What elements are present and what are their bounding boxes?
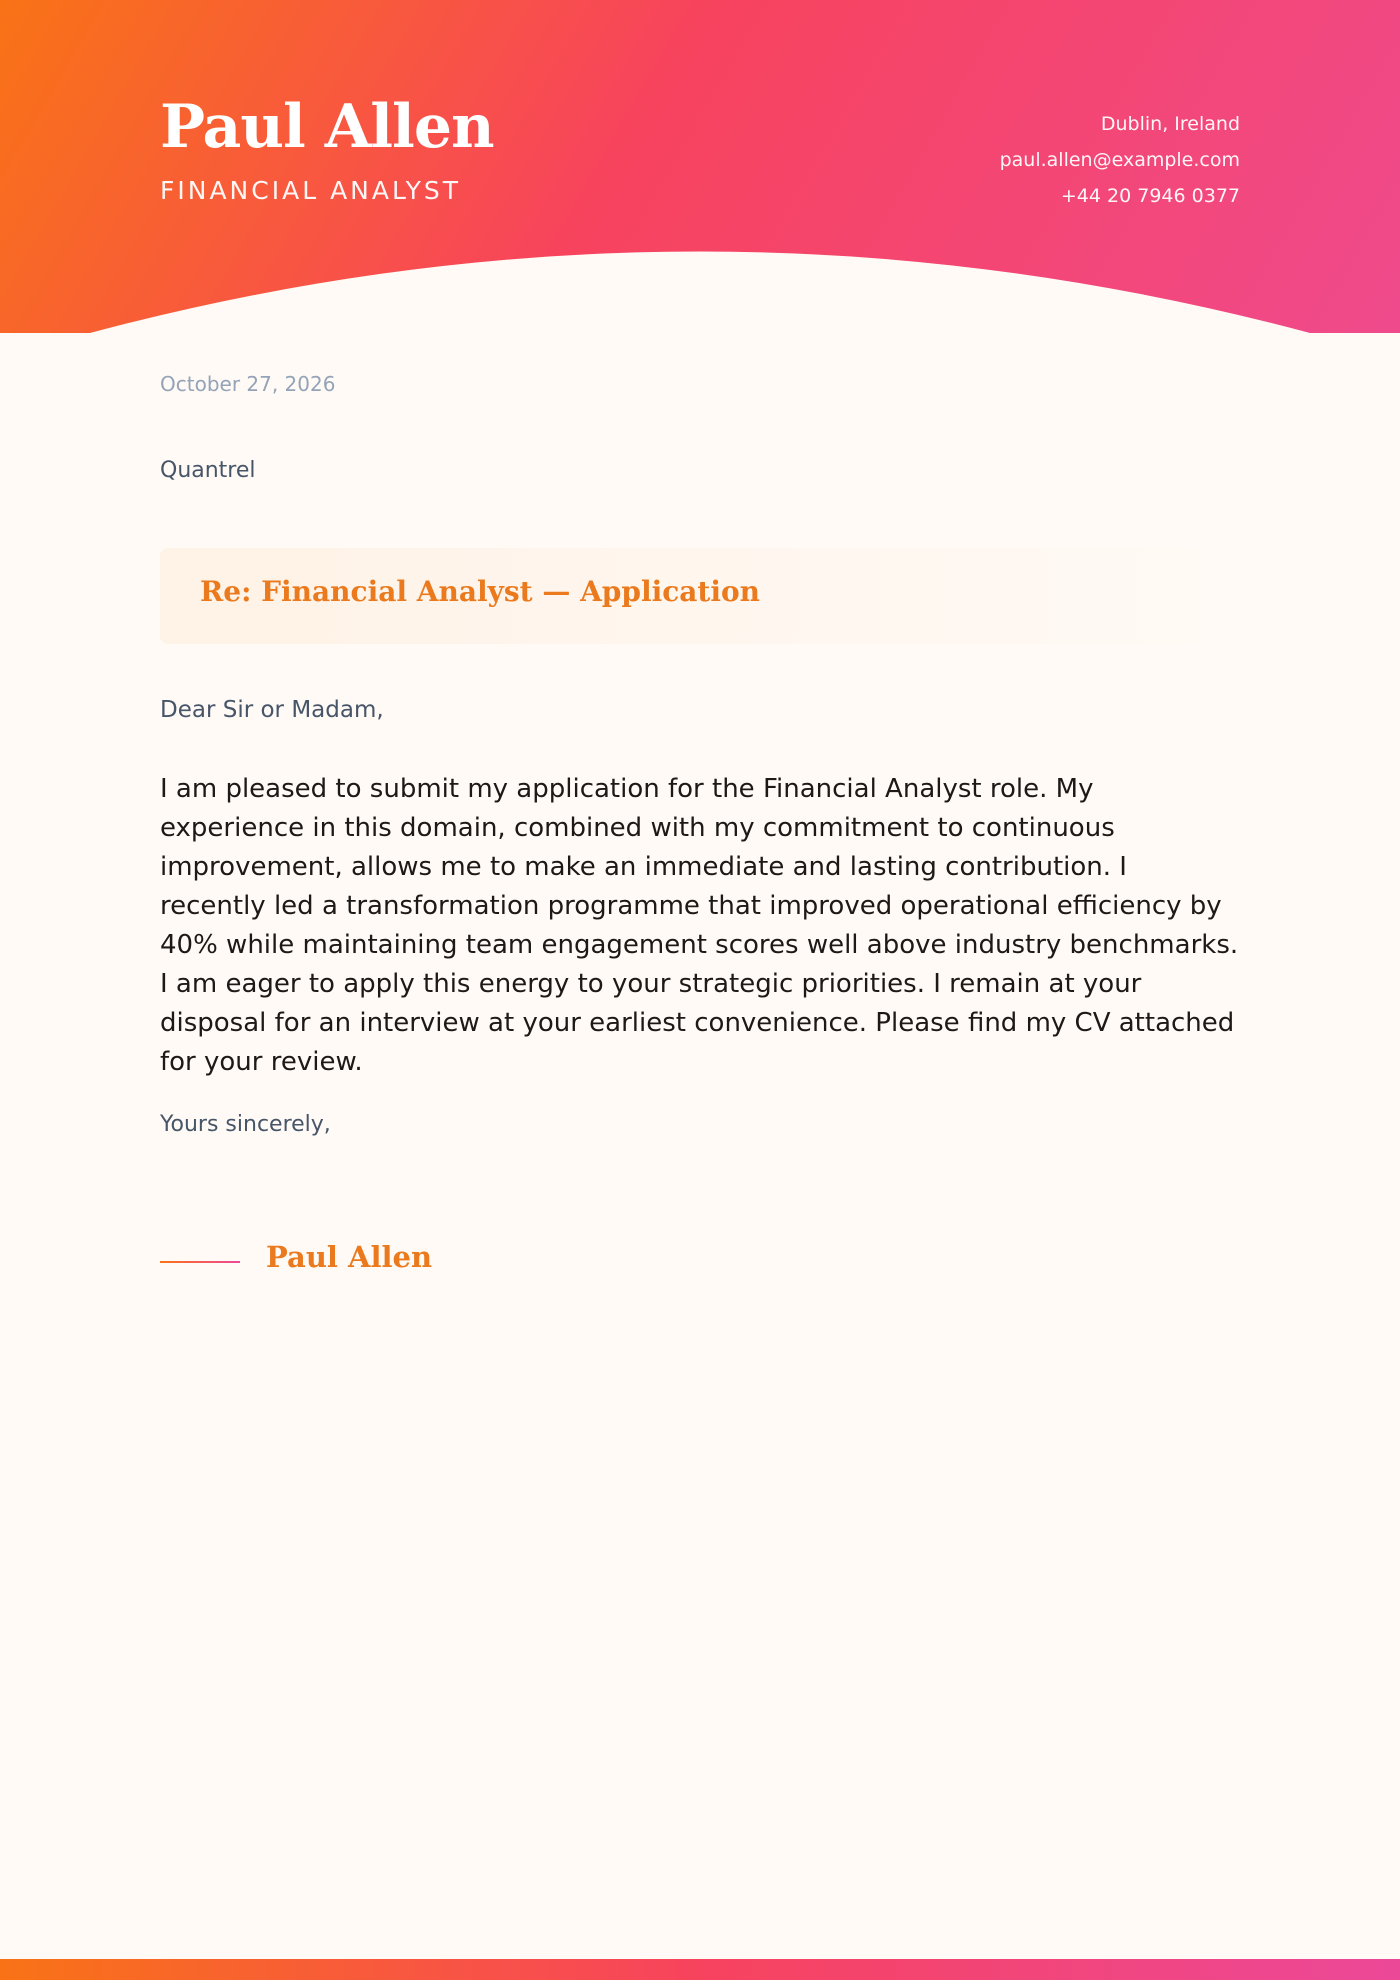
letter-recipient: Quantrel	[160, 458, 256, 483]
letter-body: I am pleased to submit my application for the Financial Analyst role. My experience in this domain, combined with my commitment to continuous improvement, allows me to make an immediate and lasting contribution. I recently led a transformation programme that improved operational efficiency by 40% while maintaining team engagement scores well above industry benchmarks. I am eager to apply this energy to your strategic priorities. I remain at your disposal for an interview at your earliest convenience. Please find my CV attached for your review.	[160, 774, 1239, 1077]
letter-subject: Re: Financial Analyst — Application	[200, 575, 761, 608]
footer-gradient-bar	[0, 1959, 1400, 1980]
header-job-title: FINANCIAL ANALYST	[160, 176, 461, 205]
signature-name: Paul Allen	[266, 1240, 433, 1274]
contact-phone[interactable]: +44 20 7946 0377	[1060, 185, 1240, 207]
contact-location: Dublin, Ireland	[1100, 113, 1240, 135]
header-name: Paul Allen	[160, 92, 494, 162]
letter-greeting: Dear Sir or Madam,	[160, 697, 384, 723]
letter-closing: Yours sincerely,	[160, 1112, 331, 1137]
contact-email[interactable]: paul.allen@example.com	[999, 149, 1240, 171]
signature-line	[160, 1261, 240, 1263]
contact-info	[1000, 106, 1240, 214]
letter-header	[0, 0, 1400, 333]
subject-box	[160, 548, 1230, 644]
letter-date: October 27, 2026	[160, 372, 336, 396]
